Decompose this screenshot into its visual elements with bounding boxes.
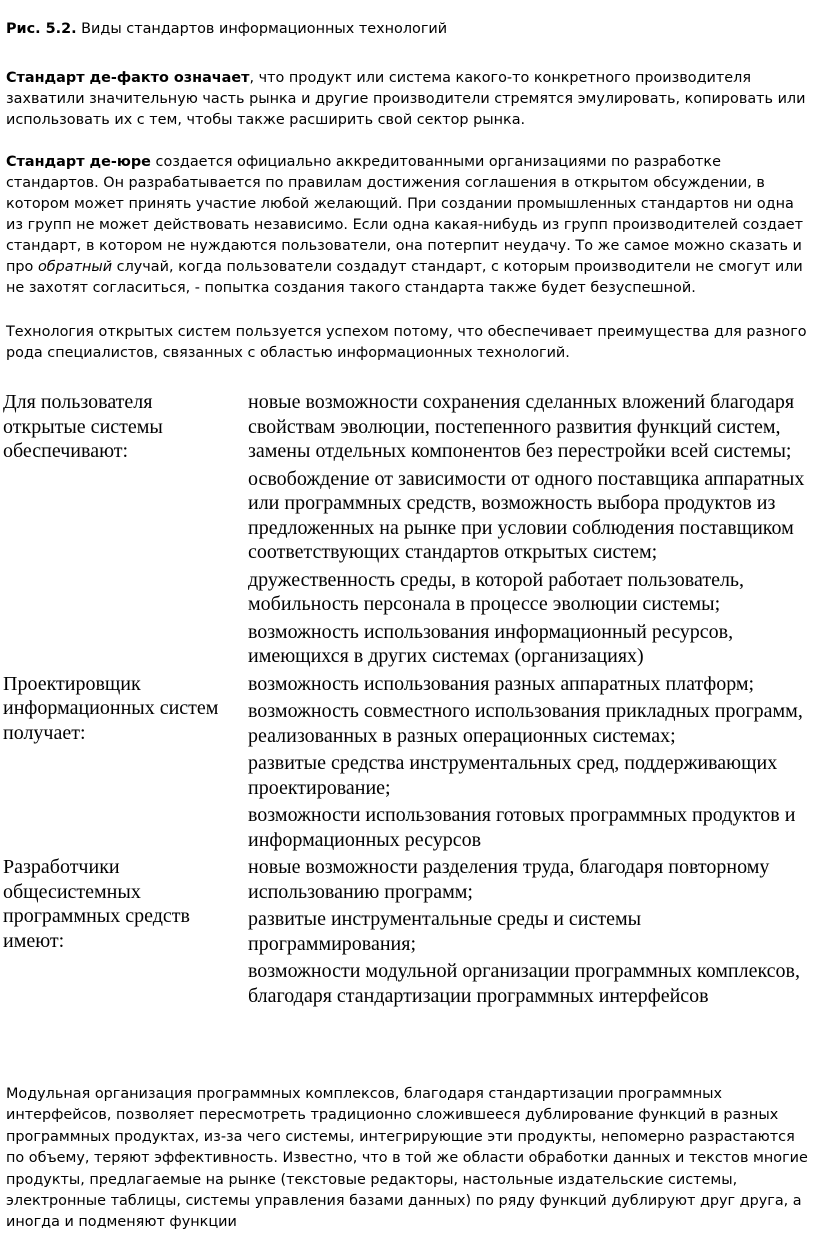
benefits-table [0, 390, 816, 1011]
group-label: Разработчики общесистемных программных средств имеют: [3, 856, 190, 952]
dejure-text-after: случай, когда пользователи создадут стандарт, с которым производители не смогут или не захотят согласиться, - попытка создания такого стандарта также будет безуспешной. [6, 259, 803, 296]
benefit-item: возможности использования готовых программных продуктов и информационных ресурсов [248, 804, 796, 851]
figure-caption [6, 19, 806, 40]
dejure-paragraph [6, 152, 812, 299]
figure-number: Рис. 5.2. [6, 21, 77, 37]
group-items [248, 855, 808, 1008]
dejure-emphasis: обратный [37, 259, 113, 275]
benefit-item: возможность использования разных аппаратных платформ; [248, 672, 755, 695]
benefit-item: освобождение от зависимости от одного поставщика аппаратных или программных средств, возможность выбора продуктов из предложенных на рынке при условии соблюдения поставщиком соответствующих стандартов открытых систем; [248, 467, 805, 563]
benefit-item: новые возможности сохранения сделанных вложений благодаря свойствам эволюции, постепенного развития функций систем, замены отдельных компонентов без перестройки всей системы; [248, 391, 795, 462]
figure-title: Виды стандартов информационных технологий [76, 21, 448, 37]
benefit-item: возможности модульной организации программных комплексов, благодаря стандартизации программных интерфейсов [248, 960, 800, 1007]
defacto-paragraph [6, 68, 812, 131]
benefit-item: дружественность среды, в которой работает пользователь, мобильность персонала в процессе эволюции системы; [248, 568, 745, 615]
benefit-item: возможность совместного использования прикладных программ, реализованных в разных операционных системах; [248, 700, 803, 747]
modular-organization-paragraph: Модульная организация программных комплексов, благодаря стандартизации программных интерфейсов, позволяет пересмотреть традиционно сложившееся дублирование функций в разных программных продуктах, из-за чего системы, интегрирующие эти продукты, непомерно разрастаются по объему, теряют эффективность. Известно, что в той же области обработки данных и текстов многие продукты, предлагаемые на рынке (текстовые редакторы, настольные издательские системы, электронные таблицы, системы управления базами данных) по ряду функций дублируют друг друга, а иногда и подменяют функции [6, 1086, 808, 1231]
benefit-item: развитые средства инструментальных сред, поддерживающих проектирование; [248, 752, 778, 799]
developers-group [0, 855, 816, 1008]
users-group [0, 390, 816, 669]
defacto-term: Стандарт де-факто означает [6, 70, 250, 86]
group-items [248, 672, 808, 853]
group-label: Проектировщик информационных систем получает: [3, 672, 219, 744]
designers-group [0, 672, 816, 853]
benefit-item: новые возможности разделения труда, благодаря повторному использованию программ; [248, 856, 770, 903]
dejure-term: Стандарт де-юре [6, 154, 151, 170]
open-systems-paragraph: Технология открытых систем пользуется успехом потому, что обеспечивает преимущества для разного рода специалистов, связанных с областью информационных технологий. [6, 324, 807, 361]
group-label: Для пользователя открытые системы обеспечивают: [3, 391, 163, 462]
group-items [248, 390, 808, 669]
benefit-item: возможность использования информационный ресурсов, имеющихся в других системах (организациях) [248, 620, 734, 667]
dejure-text-before: создается официально аккредитованными организациями по разработке стандартов. Он разрабатывается по правилам достижения соглашения в открытом обсуждении, в котором может принять участие любой желающий. При создании промышленных стандартов ни одна из групп не может действовать независимо. Если одна какая-нибудь из групп производителей создает стандарт, в котором не нуждаются пользователи, она потерпит неудачу. То же самое можно сказать и про [6, 154, 803, 275]
benefit-item: развитые инструментальные среды и системы программирования; [248, 908, 642, 955]
defacto-text: , что продукт или система какого-то конкретного производителя захватили значительную часть рынка и другие производители стремятся эмулировать, копировать или использовать их с тем, чтобы также расширить свой сектор рынка. [6, 70, 806, 128]
